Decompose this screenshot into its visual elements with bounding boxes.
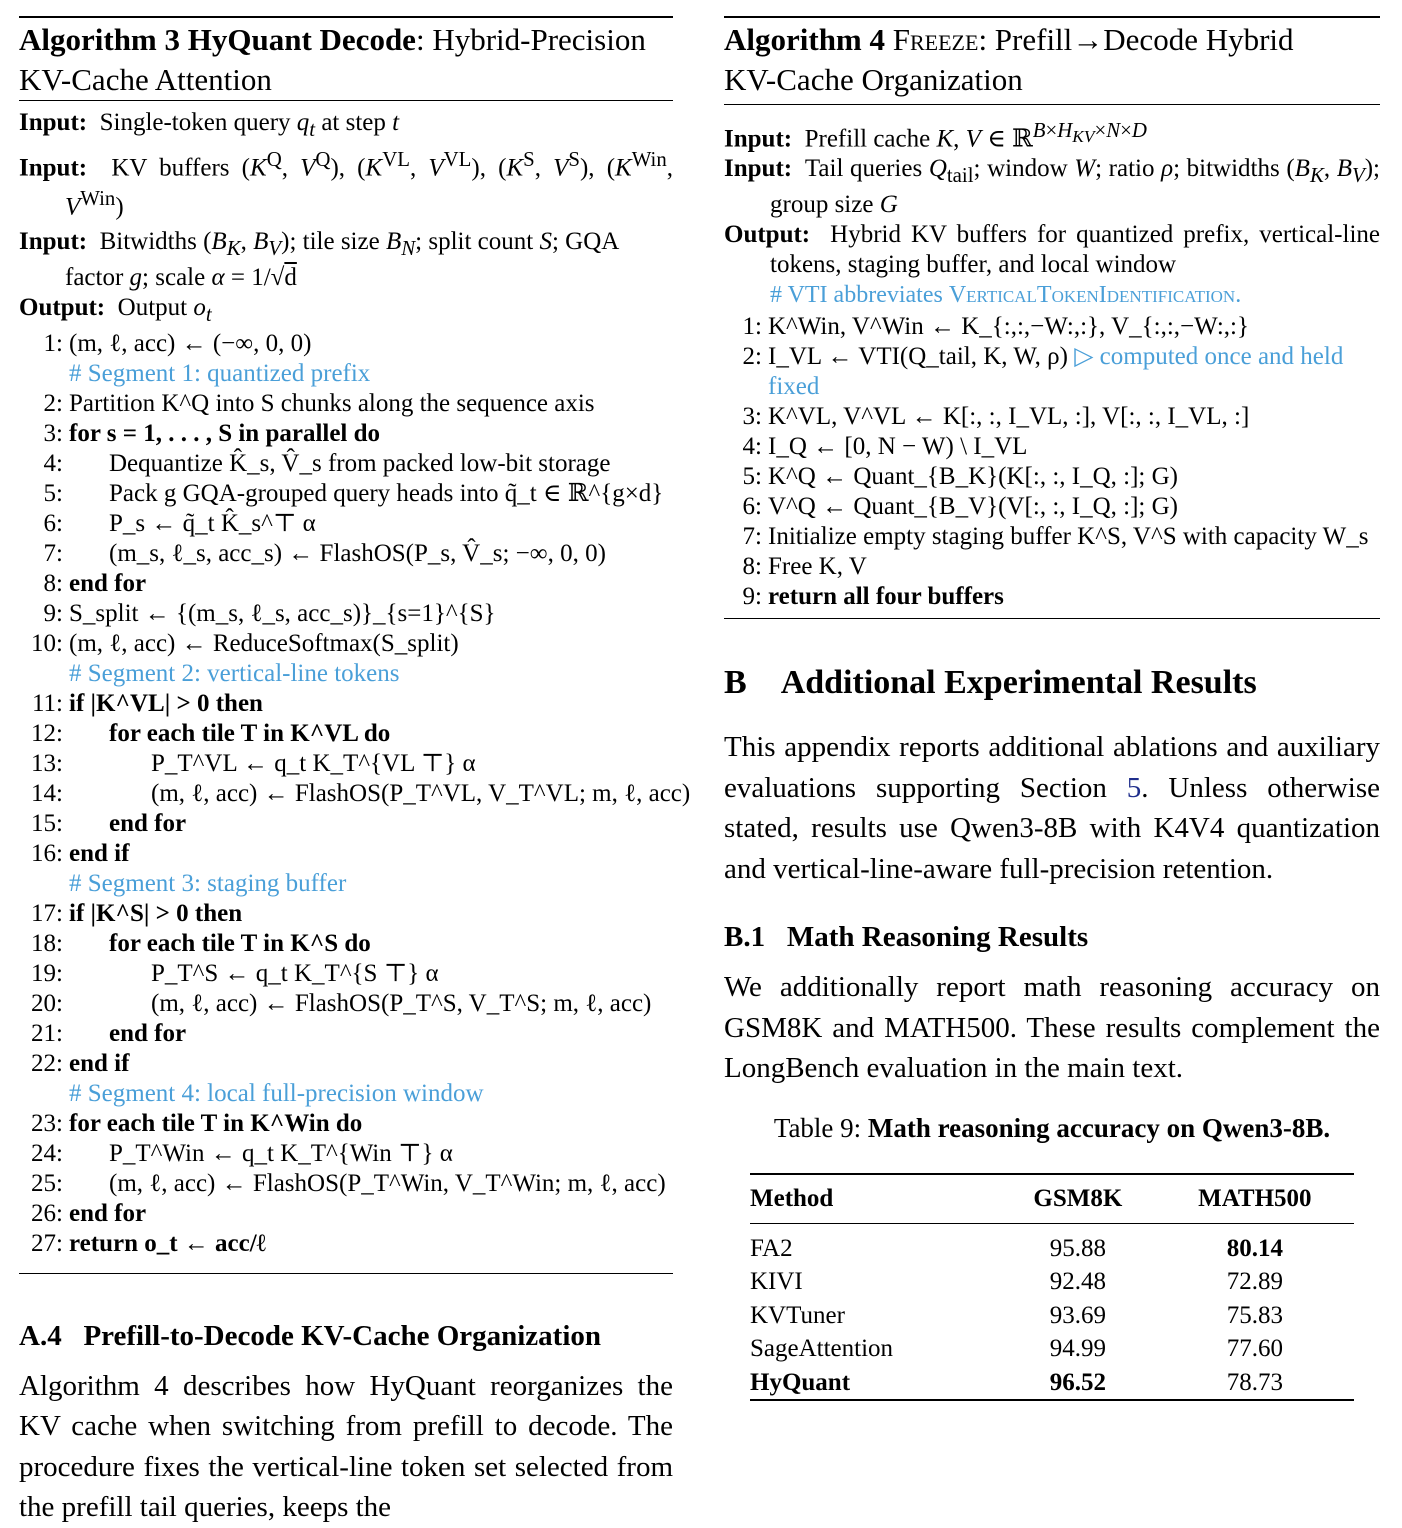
line-text: Initialize empty staging buffer K^S, V^S with capacity W_s xyxy=(768,523,1369,551)
line-number: 25: xyxy=(31,1169,63,1197)
algorithm3-title-rest: : Hybrid-Precision xyxy=(415,22,646,57)
algorithm4-line xyxy=(724,582,1380,612)
algorithm3-io xyxy=(19,108,673,329)
algorithm4-line xyxy=(724,552,1380,582)
line-body xyxy=(768,312,1249,342)
table-row xyxy=(750,1366,1354,1401)
line-text: K^VL, V^VL ← K[:, :, I_VL, :], V[:, :, I_VL, :] xyxy=(768,403,1250,431)
algorithm4-bottom-rule xyxy=(724,618,1380,619)
line-text: for each tile T in K^S do xyxy=(109,929,371,957)
line-number: 26: xyxy=(31,1199,63,1227)
line-text: for each tile T in K^VL do xyxy=(109,719,391,747)
line-number: 15: xyxy=(31,809,63,837)
section-b1-heading xyxy=(724,919,1380,955)
line-body xyxy=(768,582,1004,612)
section-b-heading xyxy=(724,663,1380,703)
algorithm4-io xyxy=(724,115,1380,310)
section-a4-number: A.4 xyxy=(19,1319,62,1352)
table9-caption-bold: Math reasoning accuracy on Qwen3-8B. xyxy=(867,1112,1331,1143)
line-number xyxy=(19,1079,69,1109)
line-number: 21: xyxy=(31,1019,63,1047)
line-number: 3: xyxy=(742,403,762,431)
table-cell-value: 72.89 xyxy=(1226,1268,1283,1296)
line-text: (m, ℓ, acc) ← FlashOS(P_T^S, V_T^S; m, ℓ, acc) xyxy=(151,989,652,1017)
line-number: 5: xyxy=(43,479,63,507)
section-b1-title: Math Reasoning Results xyxy=(786,921,1089,954)
line-text: end if xyxy=(69,839,130,867)
line-number: 17: xyxy=(31,899,63,927)
line-body xyxy=(768,432,1027,462)
left-column xyxy=(19,0,691,1528)
line-number: 9: xyxy=(742,583,762,611)
algorithm3-line xyxy=(19,1229,673,1259)
table-cell-value: 77.60 xyxy=(1226,1335,1283,1363)
algorithm3-line xyxy=(19,689,673,719)
table9-caption-prefix: Table 9: xyxy=(773,1112,868,1143)
line-number: 2: xyxy=(742,343,762,371)
line-number: 18: xyxy=(31,929,63,957)
table-cell-method: KIVI xyxy=(750,1268,803,1296)
table9-caption xyxy=(724,1111,1380,1145)
line-number: 20: xyxy=(31,989,63,1017)
line-text: P_s ← q̃_t K̂_s^⊤ α xyxy=(109,509,316,537)
algorithm3-output: Output: Output $o_t$ xyxy=(19,293,212,326)
table9 xyxy=(750,1173,1354,1402)
line-body xyxy=(768,342,1380,402)
line-text: # Segment 4: local full-precision window xyxy=(69,1079,484,1107)
section-a4-title: Prefill-to-Decode KV-Cache Organization xyxy=(83,1319,602,1352)
algorithm4-title-line2: KV-Cache Organization xyxy=(724,62,1023,97)
algorithm4-title xyxy=(724,18,1380,100)
algorithm3-line xyxy=(19,629,673,659)
section-b-number: B xyxy=(724,664,747,702)
line-body xyxy=(768,402,1249,432)
line-number: 19: xyxy=(31,959,63,987)
line-text: end for xyxy=(69,1199,147,1227)
algorithm3-input-2: Input: KV buffers ($K^Q$, $V^Q$), ($K^{VL}$, $V^{VL}$), ($K^S$, $V^S$), ($K^{Win}$, $V^{Win}$) xyxy=(19,147,673,221)
section-a4-paragraph: Algorithm 4 describes how HyQuant reorganizes the KV cache when switching from prefill to decode. The procedure fixes the vertical-line token set selected from the prefill tail queries, keeps the xyxy=(19,1369,673,1524)
table-cell-value: 78.73 xyxy=(1226,1368,1283,1396)
algorithm3-line xyxy=(19,1199,673,1229)
algorithm4-title-rest: : Prefill→Decode Hybrid xyxy=(978,22,1294,57)
algorithm4-line xyxy=(724,462,1380,492)
line-number: 7: xyxy=(742,523,762,551)
table-cell-method: SageAttention xyxy=(750,1335,894,1363)
line-text: S_split ← {(m_s, ℓ_s, acc_s)}_{s=1}^{S} xyxy=(69,599,496,627)
table-cell-value: 80.14 xyxy=(1226,1234,1283,1262)
table-cell-method: KVTuner xyxy=(750,1301,845,1329)
algorithm3-line xyxy=(19,539,673,569)
line-number: 12: xyxy=(31,719,63,747)
table-row xyxy=(750,1332,1354,1366)
table-row xyxy=(750,1265,1354,1299)
algorithm4-output: Output: Hybrid KV buffers for quantized prefix, vertical-line tokens, staging buffer, and local window xyxy=(724,221,1380,279)
line-number: 11: xyxy=(31,689,63,717)
section-ref-link[interactable]: 5 xyxy=(1126,771,1142,804)
line-text: for s = 1, . . . , S in parallel do xyxy=(69,419,381,447)
line-number: 6: xyxy=(742,493,762,521)
algorithm3-comment xyxy=(19,1079,673,1109)
line-number xyxy=(19,359,69,389)
line-number: 23: xyxy=(31,1109,63,1137)
line-text: P_T^S ← q_t K_T^{S ⊤} α xyxy=(151,959,439,987)
line-number: 4: xyxy=(742,433,762,461)
algorithm3-line xyxy=(19,449,673,479)
line-text: Pack g GQA-grouped query heads into q̃_t ∈ ℝ^{g×d} xyxy=(109,479,664,507)
table9-header-row xyxy=(750,1174,1354,1224)
section-b-paragraph: This appendix reports additional ablations and auxiliary evaluations supporting Section 5. Unless otherwise stated, results use Qwen3-8B with K4V4 quantization and vertical-line-aware full-precision retention. xyxy=(724,731,1380,885)
line-text: (m_s, ℓ_s, acc_s) ← FlashOS(P_s, V̂_s; −∞, 0, 0) xyxy=(109,539,606,567)
line-number: 1: xyxy=(43,329,63,357)
algorithm4-title-bold: Algorithm 4 xyxy=(724,22,886,57)
line-text: V^Q ← Quant_{B_V}(V[:, :, I_Q, :]; G) xyxy=(768,493,1178,521)
table-row xyxy=(750,1223,1354,1265)
line-text: I_VL ← VTI(Q_tail, K, W, ρ) xyxy=(768,343,1068,371)
line-number: 3: xyxy=(43,419,63,447)
line-text: for each tile T in K^Win do xyxy=(69,1109,363,1137)
algorithm3-lines xyxy=(19,329,691,1259)
line-number: 14: xyxy=(31,779,63,807)
line-number: 27: xyxy=(31,1229,63,1257)
table-cell-value: 92.48 xyxy=(1049,1268,1106,1296)
algorithm3-line xyxy=(19,809,673,839)
algorithm4-note: # VTI abbreviates VerticalTokenIdentification. xyxy=(770,282,1242,309)
line-number: 10: xyxy=(31,629,63,657)
algorithm3-line xyxy=(19,1109,673,1139)
table9-header-method: Method xyxy=(750,1184,834,1212)
line-text: I_Q ← [0, N − W) \ I_VL xyxy=(768,433,1028,461)
algorithm3-title-line2: KV-Cache Attention xyxy=(19,62,272,97)
algorithm3-line xyxy=(19,929,673,959)
algorithm3-line xyxy=(19,749,673,779)
line-text: (m, ℓ, acc) ← ReduceSoftmax(S_split) xyxy=(69,629,459,657)
line-number: 22: xyxy=(31,1049,63,1077)
section-b1-number: B.1 xyxy=(724,921,766,954)
line-body xyxy=(768,462,1178,492)
line-text: # Segment 2: vertical-line tokens xyxy=(69,659,400,687)
line-number: 8: xyxy=(43,569,63,597)
table-cell-value: 95.88 xyxy=(1049,1234,1106,1262)
section-a4-heading xyxy=(19,1318,673,1354)
algorithm3-title xyxy=(19,18,673,100)
line-text: # Segment 3: staging buffer xyxy=(69,869,347,897)
table9-header-math500: MATH500 xyxy=(1198,1184,1312,1212)
algorithm3-line xyxy=(19,959,673,989)
algorithm3-line xyxy=(19,1139,673,1169)
line-body xyxy=(768,492,1178,522)
algorithm3-line xyxy=(19,389,673,419)
line-number: 13: xyxy=(31,749,63,777)
algorithm3-line xyxy=(19,419,673,449)
line-text: Dequantize K̂_s, V̂_s from packed low-bit storage xyxy=(109,449,611,477)
line-body xyxy=(768,552,867,582)
algorithm3-line xyxy=(19,839,673,869)
line-number: 16: xyxy=(31,839,63,867)
line-number: 8: xyxy=(742,553,762,581)
algorithm3-line xyxy=(19,329,673,359)
section-b1-paragraph: We additionally report math reasoning accuracy on GSM8K and MATH500. These results complement the LongBench evaluation in the main text. xyxy=(724,971,1380,1085)
table-cell-value: 96.52 xyxy=(1049,1368,1106,1396)
algorithm4-line xyxy=(724,522,1380,552)
algorithm3-comment xyxy=(19,659,673,689)
algorithm4-lines xyxy=(724,312,1380,612)
line-number: 4: xyxy=(43,449,63,477)
algorithm3-line xyxy=(19,1169,673,1199)
table-cell-value: 75.83 xyxy=(1226,1301,1283,1329)
line-text: (m, ℓ, acc) ← (−∞, 0, 0) xyxy=(69,329,312,357)
table9-body xyxy=(750,1223,1354,1400)
algorithm3-line xyxy=(19,599,673,629)
algorithm3-title-rule xyxy=(19,100,673,101)
algorithm3-comment xyxy=(19,869,673,899)
right-column xyxy=(724,0,1380,1401)
algorithm3-line xyxy=(19,989,673,1019)
algorithm3-line xyxy=(19,569,673,599)
table-cell-value: 94.99 xyxy=(1049,1335,1106,1363)
line-text: (m, ℓ, acc) ← FlashOS(P_T^VL, V_T^VL; m, ℓ, acc) xyxy=(151,779,691,807)
line-text: (m, ℓ, acc) ← FlashOS(P_T^Win, V_T^Win; m, ℓ, acc) xyxy=(109,1169,666,1197)
algorithm3-title-bold: Algorithm 3 HyQuant Decode xyxy=(19,22,416,57)
algorithm4-title-smallcaps: Freeze xyxy=(892,22,979,57)
line-text: K^Win, V^Win ← K_{:,:,−W:,:}, V_{:,:,−W:,:} xyxy=(768,313,1249,341)
line-text: return all four buffers xyxy=(768,583,1004,611)
algorithm3-line xyxy=(19,479,673,509)
line-number: 6: xyxy=(43,509,63,537)
table9-header-gsm8k: GSM8K xyxy=(1033,1184,1123,1212)
line-number xyxy=(19,659,69,689)
table-cell-method: FA2 xyxy=(750,1234,793,1262)
algorithm3-comment xyxy=(19,359,673,389)
line-text: K^Q ← Quant_{B_K}(K[:, :, I_Q, :]; G) xyxy=(768,463,1178,491)
line-text: end for xyxy=(69,569,147,597)
line-number: 2: xyxy=(43,389,63,417)
table-cell-value: 93.69 xyxy=(1049,1301,1106,1329)
line-text: return o_t ← acc/ℓ xyxy=(69,1229,267,1257)
algorithm3-line xyxy=(19,719,673,749)
line-text: end for xyxy=(109,1019,187,1047)
algorithm3-input-3: Input: Bitwidths ($B_K$, $B_V$); tile size $B_N$; split count S; GQA factor g; scale α = 1/√d xyxy=(19,227,618,291)
algorithm4-line xyxy=(724,402,1380,432)
line-number: 1: xyxy=(742,313,762,341)
algorithm3-input-1: Input: Single-token query $q_t$ at step t xyxy=(19,109,400,141)
line-body xyxy=(768,522,1368,552)
algorithm3-bottom-rule xyxy=(19,1273,673,1274)
line-text: P_T^VL ← q_t K_T^{VL ⊤} α xyxy=(151,749,476,777)
line-text: P_T^Win ← q_t K_T^{Win ⊤} α xyxy=(109,1139,453,1167)
line-text: if |K^S| > 0 then xyxy=(69,899,243,927)
line-number xyxy=(19,869,69,899)
algorithm4-input-1: Input: Prefill cache K, V ∈ ℝ$^{B\times H_{KV}\times N\times D}$ xyxy=(724,118,1147,153)
algorithm3-line xyxy=(19,899,673,929)
line-number: 7: xyxy=(43,539,63,567)
line-comment: ▷ computed once and held fixed xyxy=(768,343,1344,401)
line-text: Free K, V xyxy=(768,553,867,581)
algorithm4-line xyxy=(724,312,1380,342)
line-text: end for xyxy=(109,809,187,837)
table-row xyxy=(750,1299,1354,1333)
line-text: if |K^VL| > 0 then xyxy=(69,689,263,717)
algorithm3-line xyxy=(19,779,691,809)
line-text: end if xyxy=(69,1049,130,1077)
table-cell-method: HyQuant xyxy=(750,1368,851,1396)
algorithm3-line xyxy=(19,509,673,539)
algorithm4-line xyxy=(724,492,1380,522)
algorithm4-line xyxy=(724,432,1380,462)
algorithm3-line xyxy=(19,1019,673,1049)
algorithm4-input-2: Input: Tail queries $Q_{tail}$; window W; ratio ρ; bitwidths ($B_K$, $B_V$); group size G xyxy=(724,155,1381,219)
section-b-title: Additional Experimental Results xyxy=(780,664,1257,702)
line-number: 9: xyxy=(43,599,63,627)
line-text: # Segment 1: quantized prefix xyxy=(69,359,371,387)
algorithm4-line xyxy=(724,342,1380,402)
line-number: 24: xyxy=(31,1139,63,1167)
line-number: 5: xyxy=(742,463,762,491)
algorithm4-title-rule xyxy=(724,104,1380,105)
algorithm3-line xyxy=(19,1049,673,1079)
line-text: Partition K^Q into S chunks along the sequence axis xyxy=(69,389,595,417)
